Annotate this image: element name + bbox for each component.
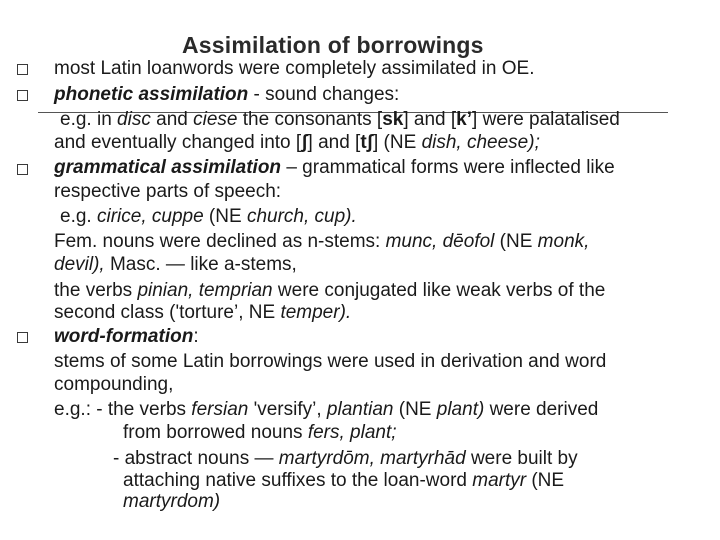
text-run: Masc. — like a-stems, xyxy=(104,254,297,275)
word-example: martyrdōm, martyrhād xyxy=(278,448,466,469)
word-example: devil), xyxy=(54,254,105,275)
text-run: the verbs xyxy=(54,280,138,301)
word-example: munc, dēofol xyxy=(385,231,495,252)
text-run: – grammatical forms were inflected like xyxy=(281,157,615,178)
bullet-marker xyxy=(17,164,28,175)
text-run: second class ('torture’, NE xyxy=(54,302,281,323)
text-run: the consonants [ xyxy=(237,109,383,130)
text-run: ] and [ xyxy=(403,109,457,130)
term-word-formation: word-formation xyxy=(54,326,194,347)
text-line xyxy=(54,280,605,302)
bullet-marker xyxy=(17,64,28,75)
text-run: : xyxy=(193,326,199,347)
text-run: 'versify’, xyxy=(248,399,327,420)
text-run: (NE xyxy=(494,231,538,252)
word-example: temper). xyxy=(280,302,352,323)
word-example: church, cup). xyxy=(246,206,357,227)
text-line xyxy=(54,181,281,203)
phonetic-symbol: ʃ xyxy=(301,132,308,153)
phonetic-symbol: k’ xyxy=(456,109,473,130)
text-run: compounding, xyxy=(54,374,174,395)
example-line xyxy=(123,470,564,492)
term-grammatical-assimilation: grammatical assimilation xyxy=(54,157,282,178)
word-example: martyr xyxy=(472,470,527,491)
text-run: e.g. in xyxy=(60,109,118,130)
word-example: cirice, cuppe xyxy=(96,206,204,227)
text-run: ] (NE xyxy=(373,132,422,153)
text-run: stems of some Latin borrowings were used in derivation and word xyxy=(54,351,607,372)
text-run: Fem. nouns were declined as n-stems: xyxy=(54,231,386,252)
example-line xyxy=(123,422,397,444)
text-run: ] were palatalised xyxy=(472,109,620,130)
word-example: fers, plant; xyxy=(307,422,397,443)
page-title: Assimilation of borrowings xyxy=(182,32,484,58)
text-line xyxy=(54,302,351,324)
example-line xyxy=(123,491,220,513)
word-example: pinian, temprian xyxy=(137,280,273,301)
phonetic-symbol: tʃ xyxy=(360,132,373,153)
text-run: - abstract nouns — xyxy=(113,448,279,469)
text-line xyxy=(54,254,297,276)
text-line xyxy=(54,351,606,373)
word-example: dish, cheese); xyxy=(421,132,540,153)
phonetic-symbol: sk xyxy=(382,109,404,130)
example-line xyxy=(54,132,540,154)
bullet-marker xyxy=(17,332,28,343)
text-line xyxy=(54,374,173,396)
bullet-text-grammatical xyxy=(54,157,615,179)
text-run: (NE xyxy=(526,470,565,491)
text-run: and eventually changed into [ xyxy=(54,132,302,153)
text-run: and xyxy=(150,109,194,130)
text-run: were conjugated like weak verbs of the xyxy=(272,280,606,301)
word-example: plant) xyxy=(436,399,485,420)
text-run: (NE xyxy=(393,399,437,420)
text-run: e.g. xyxy=(60,206,97,227)
text-run: were built by xyxy=(465,448,578,469)
text-line xyxy=(54,231,589,253)
text-run: from borrowed nouns xyxy=(123,422,308,443)
text-run: (NE xyxy=(203,206,247,227)
bullet-text-word-formation xyxy=(54,326,199,348)
word-example: fersian xyxy=(191,399,249,420)
bullet-text-phonetic xyxy=(54,84,399,106)
text-run: respective parts of speech: xyxy=(54,181,282,202)
bullet-marker xyxy=(17,90,28,101)
word-example: monk, xyxy=(537,231,590,252)
example-line xyxy=(60,206,357,228)
example-line xyxy=(54,399,598,421)
text-run: were derived xyxy=(484,399,599,420)
text-run: e.g.: - the verbs xyxy=(54,399,192,420)
word-example: plantian xyxy=(326,399,394,420)
example-line xyxy=(113,448,578,470)
text-run: - sound changes: xyxy=(248,84,400,105)
word-example: ciese xyxy=(193,109,238,130)
word-example: disc xyxy=(117,109,151,130)
text-run: ] and [ xyxy=(307,132,361,153)
bullet-text-loanwords xyxy=(54,58,534,80)
text-run: most Latin loanwords were completely assimilated in OE. xyxy=(54,58,535,79)
example-line xyxy=(60,109,620,131)
term-phonetic-assimilation: phonetic assimilation xyxy=(54,84,249,105)
text-run: attaching native suffixes to the loan-word xyxy=(123,470,473,491)
word-example: martyrdom) xyxy=(123,491,221,512)
